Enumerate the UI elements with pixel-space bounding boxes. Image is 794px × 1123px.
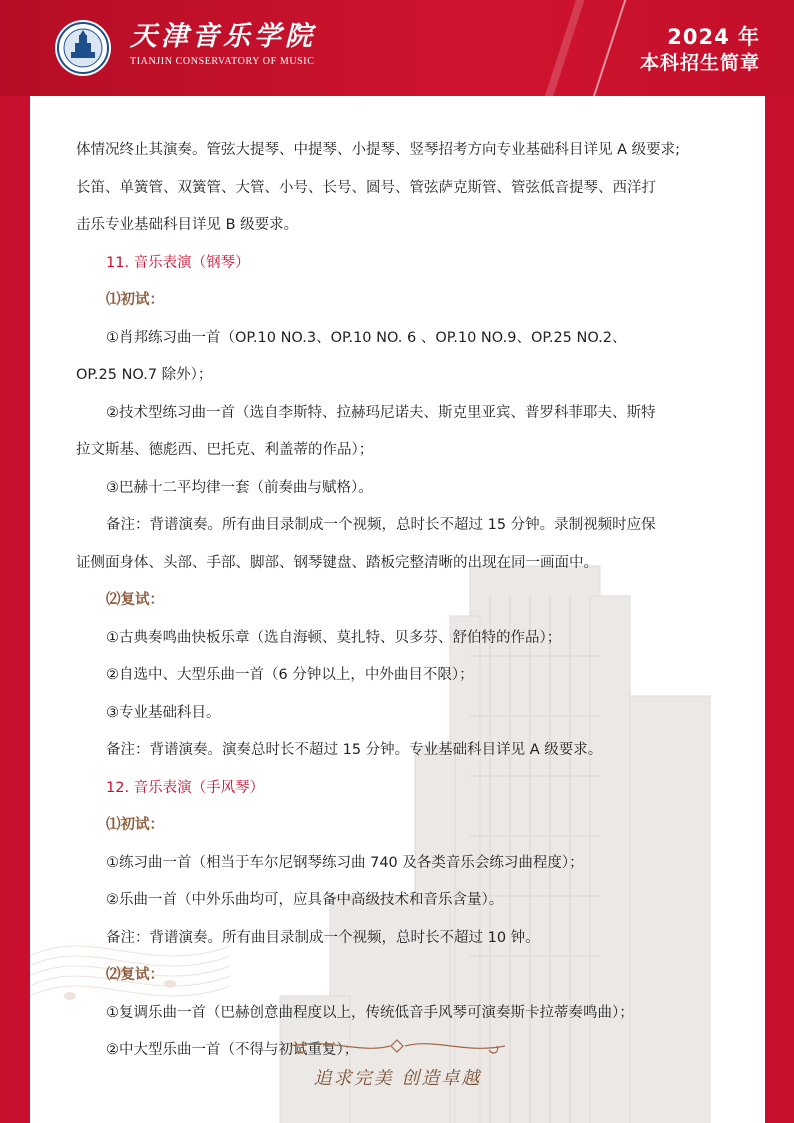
paragraph-line: ①复调乐曲一首（巴赫创意曲程度以上，传统低音手风琴可演奏斯卡拉蒂奏鸣曲）； [106,1004,634,1021]
paragraph-line: ①古典奏鸣曲快板乐章（选自海顿、莫扎特、贝多芬、舒伯特的作品）； [106,629,562,646]
school-name-en: TIANJIN CONSERVATORY OF MUSIC [130,56,315,67]
header-decor-stripe [539,0,590,96]
school-logo [130,20,316,67]
paragraph-line: ①练习曲一首（相当于车尔尼钢琴练习曲 740 及各类音乐会练习曲程度）； [106,854,584,871]
paragraph-line: 备注：背谱演奏。所有曲目录制成一个视频，总时长不超过 15 分钟。录制视频时应保 [106,517,656,533]
subsection-heading: ⑵复试： [106,967,164,983]
document-page [30,96,765,1123]
header-decor-line [586,0,631,96]
subsection-heading: ⑵复试： [106,592,164,608]
paragraph-line: ③专业基础科目。 [106,704,221,721]
subsection-heading: ⑴初试： [106,817,164,833]
paragraph-line: 备注：背谱演奏。演奏总时长不超过 15 分钟。专业基础科目详见 A 级要求。 [106,742,603,758]
paragraph-line: ②技术型练习曲一首（选自李斯特、拉赫玛尼诺夫、斯克里亚宾、普罗科菲耶夫、斯特 [106,404,656,421]
paragraph-line: 备注：背谱演奏。所有曲目录制成一个视频，总时长不超过 10 钟。 [106,929,540,946]
document-body [76,140,721,1078]
header-year: 2024 年 [667,25,760,49]
paragraph-line: 体情况终止其演奏。管弦大提琴、中提琴、小提琴、竖琴招考方向专业基础科目详见 A 级要求; [76,142,681,158]
paragraph-line: ②中大型乐曲一首（不得与初试重复）； [106,1042,359,1058]
subsection-heading: ⑴初试： [106,292,164,308]
paragraph-line: ②乐曲一首（中外乐曲均可，应具备中高级技术和音乐含量）。 [106,892,504,908]
paragraph-line: 长笛、单簧管、双簧管、大管、小号、长号、圆号、管弦萨克斯管、管弦低音提琴、西洋打 [76,179,656,196]
paragraph-line: 拉文斯基、德彪西、巴托克、利盖蒂的作品）； [76,442,374,458]
paragraph-line: 证侧面身体、头部、手部、脚部、钢琴键盘、踏板完整清晰的出现在同一画面中。 [76,554,598,571]
school-name-cn: 天津音乐学院 [130,21,316,52]
paragraph-line: ①肖邦练习曲一首（OP.10 NO.3、OP.10 NO. 6 、OP.10 NO.9、OP.25 NO.2、 [106,329,627,346]
school-emblem-icon [54,19,112,77]
section-heading: 11. 音乐表演（钢琴） [106,254,250,271]
footer-slogan: 追求完美 创造卓越 [313,1068,482,1089]
paragraph-line: ②自选中、大型乐曲一首（6 分钟以上，中外曲目不限）； [106,667,474,683]
header-title [640,24,760,76]
paragraph-line: OP.25 NO.7 除外）； [76,367,213,383]
paragraph-line: 击乐专业基础科目详见 B 级要求。 [76,217,299,233]
header-banner [0,0,794,96]
paragraph-line: ③巴赫十二平均律一套（前奏曲与赋格）。 [106,479,373,496]
header-subtitle: 本科招生简章 [639,52,760,74]
section-heading: 12. 音乐表演（手风琴） [106,779,265,796]
